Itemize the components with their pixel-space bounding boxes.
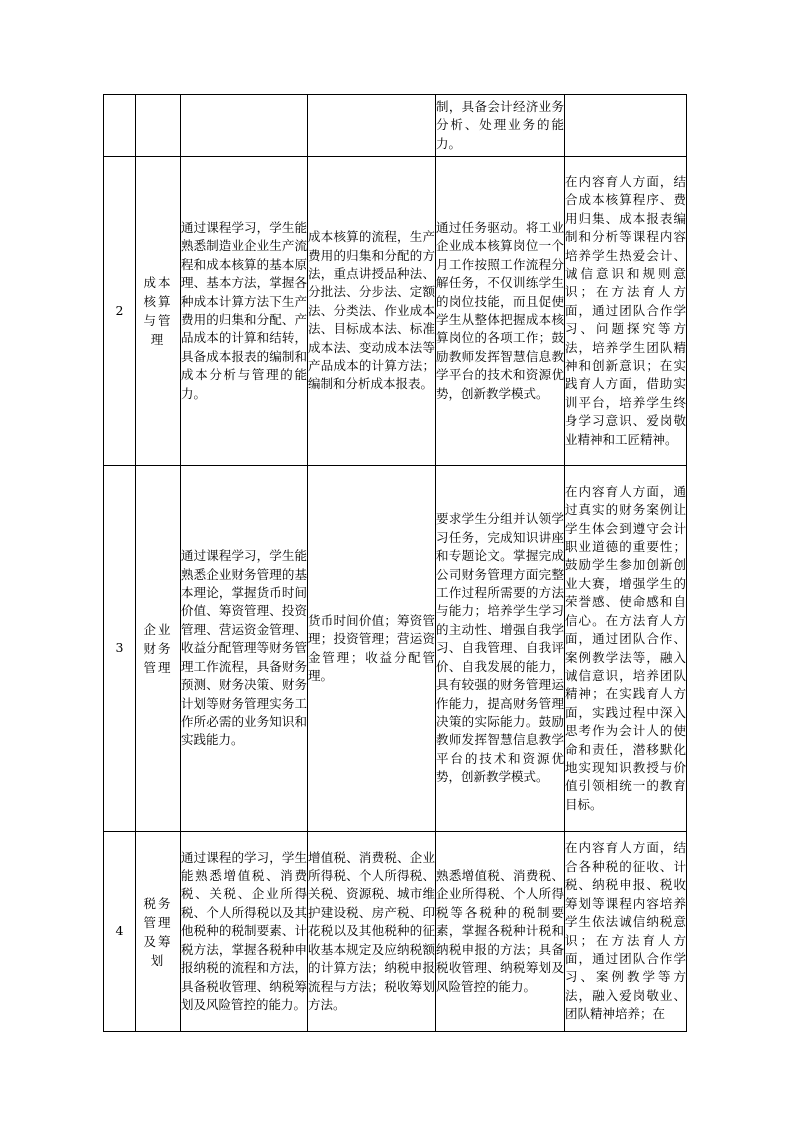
- course-name: [136, 95, 181, 157]
- course-name: 成本核算与管理: [136, 157, 181, 466]
- teaching-requirement: 要求学生分组并认领学习任务，完成知识讲座和专题论文。掌握完成公司财务管理方面完整工作过程所需要的方法与能力；培养学生学习的主动性、增强自我学习、自我管理、自我评价、自我发展的能力，具有较强的财务管理运作能力，提高财务管理决策的实际能力。鼓励教师发挥智慧信息教学平台的技术和资源优势，创新教学模式。: [436, 466, 565, 832]
- course-content: 成本核算的流程，生产费用的归集和分配的方法，重点讲授品种法、分批法、分步法、定额法、分类法、作业成本法、目标成本法、标准成本法、变动成本法等产品成本的计算方法；编制和分析成本报表。: [308, 157, 436, 466]
- course-content: 增值税、消费税、企业所得税、个人所得税、关税、资源税、城市维护建设税、房产税、印花税以及其他税种的征收基本规定及应纳税额的计算方法；纳税申报流程与方法；税收筹划方法。: [308, 832, 436, 1032]
- teaching-requirement: 通过任务驱动。将工业企业成本核算岗位一个月工作按照工作流程分解任务，不仅训练学生的岗位技能，而且促使学生从整体把握成本核算岗位的各项工作；鼓励教师发挥智慧信息教学平台的技术和资源优势，创新教学模式。: [436, 157, 565, 466]
- teaching-requirement: 熟悉增值税、消费税、企业所得税、个人所得税等各税种的税制要素，掌握各税种计税和纳税申报的方法；具备税收管理、纳税筹划及风险管控的能力。: [436, 832, 565, 1032]
- course-content: 货币时间价值；筹资管理；投资管理；营运资金管理；收益分配管理。: [308, 466, 436, 832]
- course-objective: 通过课程学习，学生能熟悉企业财务管理的基本理论，掌握货币时间价值、筹资管理、投资管理、营运资金管理、收益分配管理等财务管理工作流程，具备财务预测、财务决策、财务计划等财务管理实务工作所必需的业务知识和实践能力。: [181, 466, 308, 832]
- course-objective: 通过课程的学习，学生能熟悉增值税、消费税、关税、企业所得税、个人所得税以及其他税种的税制要素、计税方法，掌握各税种申报纳税的流程和方法，具备税收管理、纳税筹划及风险管控的能力。: [181, 832, 308, 1032]
- course-objective: [181, 95, 308, 157]
- ideology-element: 在内容育人方面，结合成本核算程序、费用归集、成本报表编制和分析等课程内容培养学生热爱会计、诚信意识和规则意识；在方法育人方面，通过团队合作学习、问题探究等方法，培养学生团队精神和创新意识；在实践育人方面，借助实训平台，培养学生终身学习意识、爱岗敬业精神和工匠精神。: [565, 157, 687, 466]
- ideology-element: 在内容育人方面，通过真实的财务案例让学生体会到遵守会计职业道德的重要性；鼓励学生参加创新创业大赛，增强学生的荣誉感、使命感和自信心。在方法育人方面，通过团队合作、案例教学法等，融入诚信意识，培养团队精神；在实践育人方面，实践过程中深入思考作为会计人的使命和责任，潜移默化地实现知识教授与价值引领相统一的教育目标。: [565, 466, 687, 832]
- course-table: [103, 94, 687, 1032]
- table-row: [104, 832, 687, 1032]
- table-row: [104, 157, 687, 466]
- ideology-element: [565, 95, 687, 157]
- row-number: 4: [104, 832, 136, 1032]
- row-number: [104, 95, 136, 157]
- course-name: 税务管理及筹划: [136, 832, 181, 1032]
- table-row: [104, 466, 687, 832]
- row-number: 3: [104, 466, 136, 832]
- ideology-element: 在内容育人方面，结合各种税的征收、计税、纳税申报、税收筹划等课程内容培养学生依法诚信纳税意识；在方法育人方面，通过团队合作学习、案例教学等方法，融入爱岗敬业、团队精神培养；在: [565, 832, 687, 1032]
- course-content: [308, 95, 436, 157]
- course-name: 企业财务管理: [136, 466, 181, 832]
- table-row: [104, 95, 687, 157]
- course-objective: 通过课程学习，学生能熟悉制造业企业生产流程和成本核算的基本原理、基本方法，掌握各种成本计算方法下生产费用的归集和分配、产品成本的计算和结转，具备成本报表的编制和成本分析与管理的能力。: [181, 157, 308, 466]
- teaching-requirement: 制，具备会计经济业务分析、处理业务的能力。: [436, 95, 565, 157]
- row-number: 2: [104, 157, 136, 466]
